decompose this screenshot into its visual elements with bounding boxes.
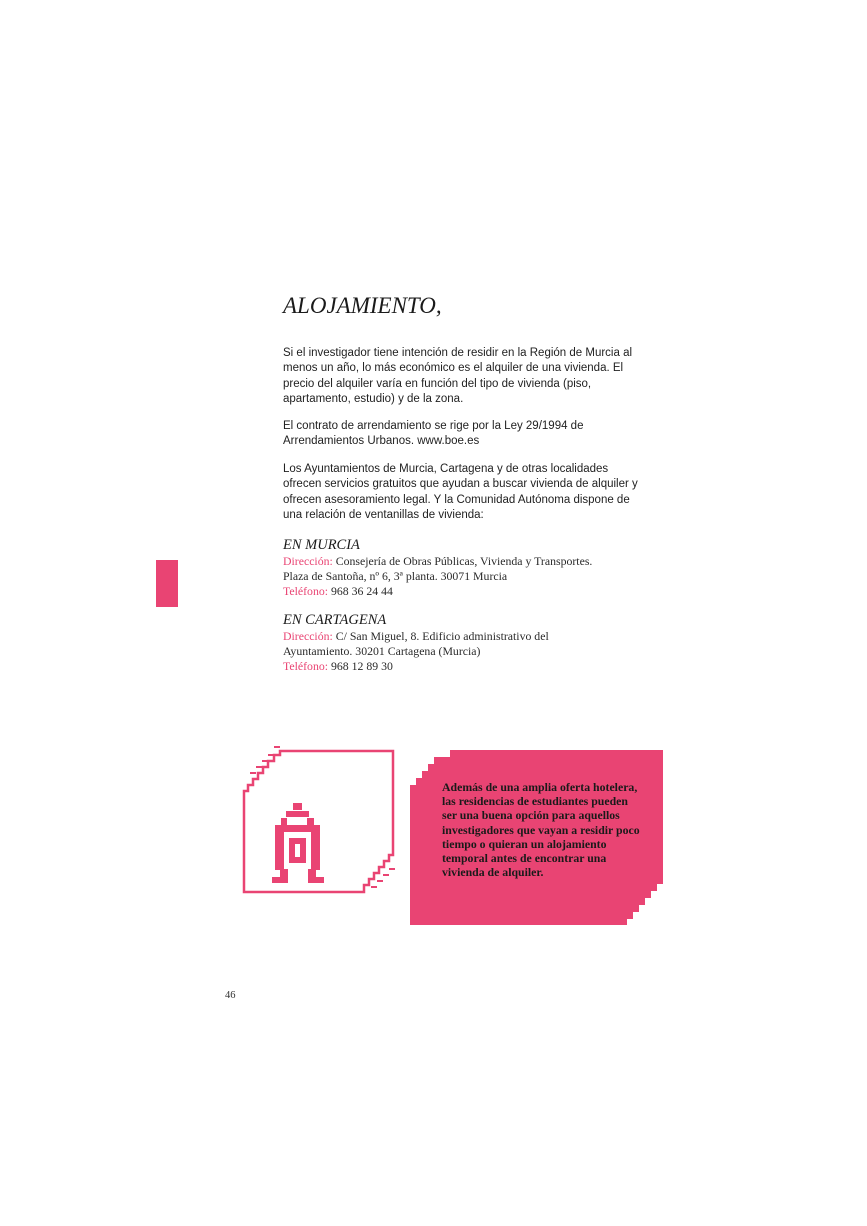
address-line2: Ayuntamiento. 30201 Cartagena (Murcia) [283,644,481,658]
address-label: Dirección: [283,554,333,568]
office-phone-line [283,584,653,599]
address-label: Dirección: [283,629,333,643]
side-tab-marker [156,560,178,607]
law-paragraph: El contrato de arrendamiento se rige por la Ley 29/1994 de Arrendamientos Urbanos. www.boe.es [283,420,584,448]
address-line2: Plaza de Santoña, nº 6, 3ª planta. 30071 Murcia [283,569,508,583]
pixel-house-character-icon [238,745,398,900]
phone-label: Teléfono: [283,659,329,673]
office-title: EN CARTAGENA [283,612,387,628]
address-line1: Consejería de Obras Públicas, Vivienda y Transportes. [335,554,593,568]
address-line1: C/ San Miguel, 8. Edificio administrativo del [335,629,549,643]
office-title: EN MURCIA [283,537,360,553]
callout-text: Además de una amplia oferta hotelera, las residencias de estudiantes pueden ser una buena opción para aquellos investigadores que vayan a residir poco tiempo o quieran un alojamiento temporal antes de encontrar una vivienda de alquiler. [442,780,640,880]
phone-label: Teléfono: [283,584,329,598]
page-title: ALOJAMIENTO, [283,293,442,318]
office-phone-line [283,659,653,674]
phone-number: 968 36 24 44 [331,584,393,598]
office-cartagena [283,612,653,674]
intro-paragraph: Si el investigador tiene intención de residir en la Región de Murcia al menos un año, lo más económico es el alquiler de una vivienda. El precio del alquiler varía en función del tipo de vivienda (piso, apartamento, estudio) y de la zona. [283,347,633,406]
callout-card [410,750,663,925]
page-number: 46 [225,990,236,1001]
ayuntamientos-paragraph: Los Ayuntamientos de Murcia, Cartagena y de otras localidades ofrecen servicios gratuitos que ayudan a buscar vivienda de alquiler y ofrecen asesoramiento legal. Y la Comunidad Autónoma dispone de una relación de ventanillas de vivienda: [283,463,638,522]
office-address-line [283,554,653,569]
office-murcia [283,537,653,599]
phone-number: 968 12 89 30 [331,659,393,673]
office-address-line [283,629,653,644]
